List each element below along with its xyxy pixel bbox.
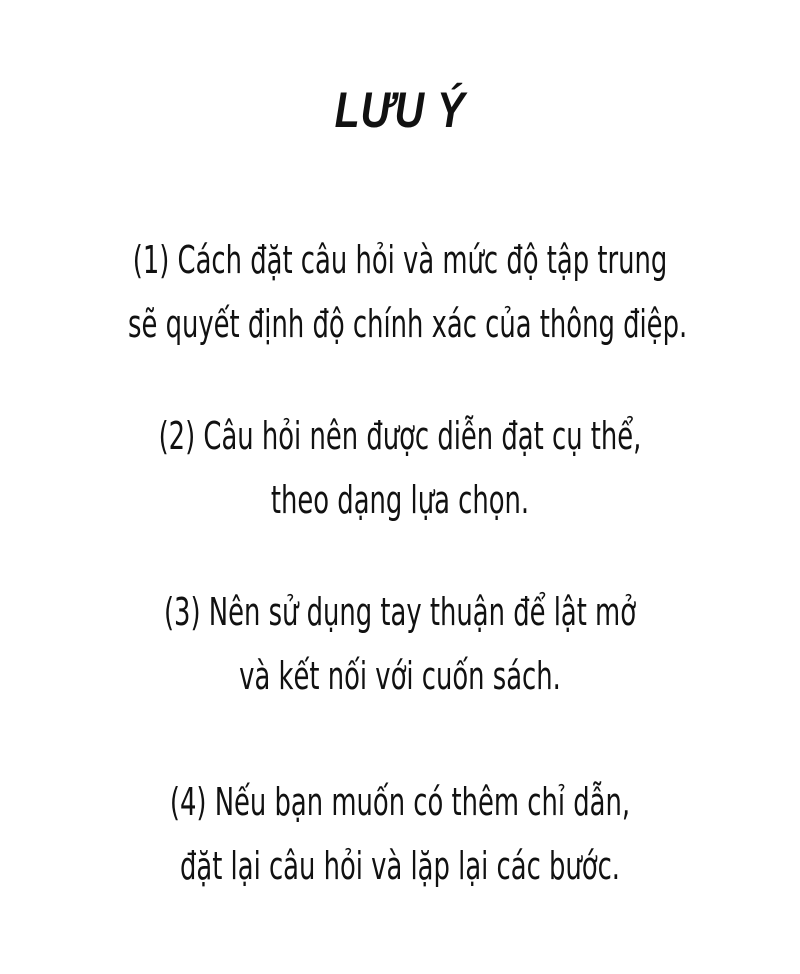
- note-item-3: [0, 580, 800, 708]
- note-line: sẽ quyết định độ chính xác của thông điệp.: [128, 302, 688, 346]
- note-line: (1) Cách đặt câu hỏi và mức độ tập trung: [132, 238, 668, 282]
- note-line: đặt lại câu hỏi và lặp lại các bước.: [179, 844, 621, 888]
- note-item-2: [0, 404, 800, 532]
- page-title: LƯU Ý: [334, 82, 466, 138]
- note-line: và kết nối với cuốn sách.: [239, 654, 561, 698]
- note-line: (3) Nên sử dụng tay thuận để lật mở: [163, 590, 637, 634]
- note-line: theo dạng lựa chọn.: [270, 478, 530, 522]
- note-line: (2) Câu hỏi nên được diễn đạt cụ thể,: [158, 414, 642, 458]
- note-item-4: [0, 770, 800, 898]
- note-line: (4) Nếu bạn muốn có thêm chỉ dẫn,: [169, 780, 631, 824]
- note-item-1: [0, 228, 800, 356]
